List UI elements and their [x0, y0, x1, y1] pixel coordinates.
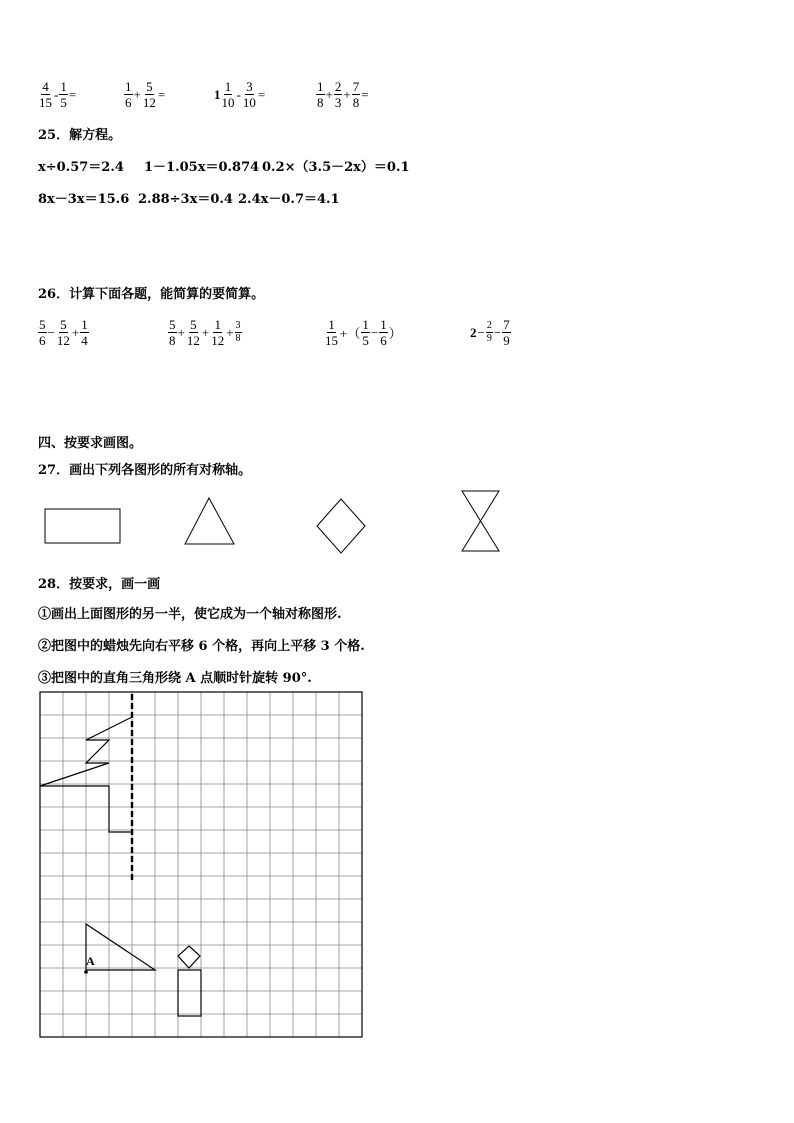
rhombus-shape [315, 497, 367, 555]
q28-item: ③把图中的直角三角形绕 A 点顺时针旋转 90°. [38, 671, 312, 686]
q28-title: 28．按要求，画一画 [38, 577, 161, 592]
grid-svg [38, 690, 368, 1044]
q28-item: ①画出上面图形的另一半，使它成为一个轴对称图形. [38, 607, 342, 622]
equation: 1－1.05x＝0.874 [144, 160, 260, 175]
equation: x÷0.57＝2.4 [38, 160, 124, 175]
point-a-dot [84, 970, 88, 974]
fraction: $\frac{4}{15}$ [39, 79, 52, 110]
expr-q26-3: $\frac{1}{15}$ +（ $\frac{1}{5}$ − $\frac{1}{6}$ ） [325, 317, 402, 348]
point-a-label: A [86, 954, 95, 968]
drawing-grid [38, 690, 368, 1048]
candle-body-shape [178, 970, 201, 1016]
equation: 8x－3x＝15.6 [38, 192, 130, 207]
fraction: $\frac{2}{3}$ [334, 79, 342, 110]
fraction: $\frac{1}{10}$ [221, 79, 235, 110]
fraction: $\frac{1}{6}$ [125, 79, 132, 110]
fraction: $\frac{1}{5}$ [60, 79, 67, 110]
expr-row1-3: 1 $\frac{1}{10}$ - $\frac{3}{10}$ = [214, 79, 266, 110]
expr-row1-1: $\frac{4}{15}$ - $\frac{1}{5}$ = [39, 79, 77, 110]
equation: 2.4x－0.7＝4.1 [238, 192, 340, 207]
fraction: $\frac{7}{8}$ [352, 79, 360, 110]
right-triangle-shape [86, 924, 155, 970]
rectangle-shape [44, 508, 122, 546]
expr-q26-4: 2 − $\frac{2}{9}$ − $\frac{7}{9}$ [470, 317, 510, 348]
expr-q26-2: $\frac{5}{8}$ + $\frac{5}{12}$ + $\frac{1}{12}$ + $\frac{3}{8}$ [169, 317, 241, 348]
q27-title: 27．画出下列各图形的所有对称轴。 [38, 463, 252, 478]
equation: 0.2×（3.5－2x）＝0.1 [262, 160, 410, 175]
fraction: $\frac{5}{12}$ [142, 79, 156, 110]
expr-row1-4: $\frac{1}{8}$ + $\frac{2}{3}$ + $\frac{7}{8}$ = [317, 79, 369, 110]
q26-title: 26．计算下面各题，能简算的要简算。 [38, 287, 265, 302]
candle-flame-shape [178, 946, 200, 968]
hourglass-shape [459, 488, 503, 554]
q28-item: ②把图中的蜡烛先向右平移 6 个格，再向上平移 3 个格. [38, 639, 365, 654]
triangle-shape [183, 496, 237, 546]
q25-title: 25．解方程。 [38, 128, 122, 143]
fraction: $\frac{1}{8}$ [317, 79, 324, 110]
equation: 2.88÷3x＝0.4 [138, 192, 233, 207]
expr-q26-1: $\frac{5}{6}$ − $\frac{5}{12}$ + $\frac{1}{4}$ [39, 317, 88, 348]
expr-row1-2: $\frac{1}{6}$ + $\frac{5}{12}$ = [125, 79, 166, 110]
section-heading: 四、按要求画图。 [38, 436, 143, 451]
fraction: $\frac{3}{10}$ [242, 79, 256, 110]
